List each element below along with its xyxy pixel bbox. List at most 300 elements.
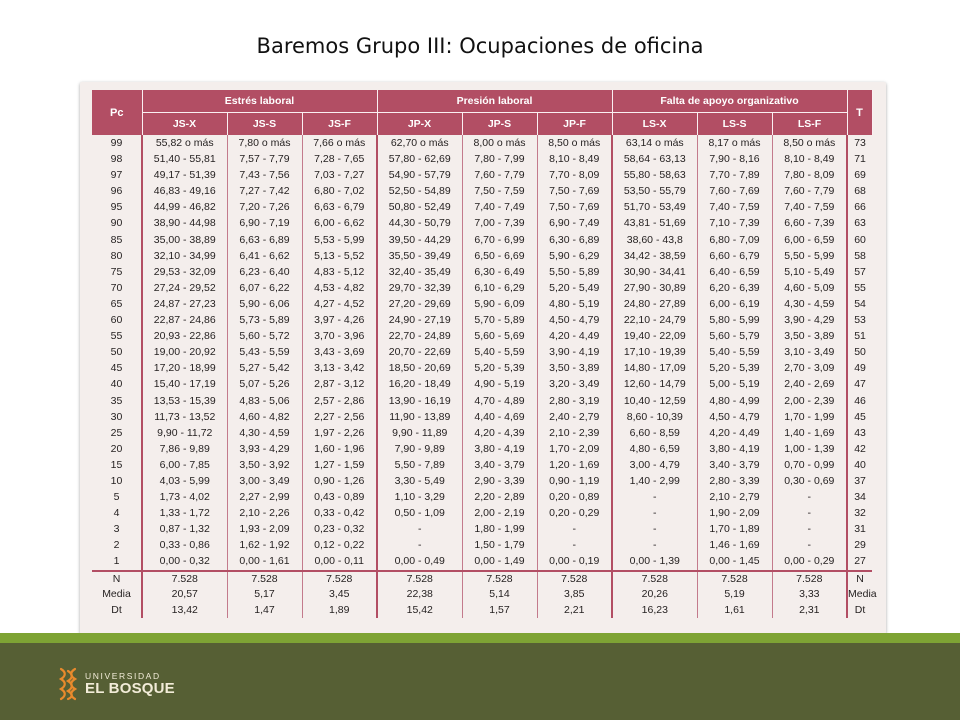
cell-ls-x: 24,80 - 27,89 [612,296,697,312]
cell-jp-f: 8,10 - 8,49 [537,151,612,167]
cell-ls-f: 0,00 - 0,29 [772,553,847,570]
cell-jp-f: 0,20 - 0,29 [537,505,612,521]
cell-js-s: 5,60 - 5,72 [227,328,302,344]
cell-jp-x: 5,50 - 7,89 [377,457,462,473]
cell-js-x: 35,00 - 38,89 [142,232,227,248]
row-t: 37 [847,473,872,489]
cell-ls-f: 2,40 - 2,69 [772,376,847,392]
table-body [92,135,872,571]
cell-jp-s: 7,40 - 7,49 [462,199,537,215]
subheader-ls-f: LS-F [772,113,847,136]
cell-js-s: 6,07 - 6,22 [227,280,302,296]
cell-ls-s: 4,80 - 4,99 [697,393,772,409]
cell-js-f: 3,70 - 3,96 [302,328,377,344]
row-t: 42 [847,441,872,457]
cell-js-f: 2,87 - 3,12 [302,376,377,392]
row-pc: 25 [92,425,142,441]
cell-js-s: 1,93 - 2,09 [227,521,302,537]
row-t: 47 [847,376,872,392]
subheader-js-f: JS-F [302,113,377,136]
cell-ls-s: 0,00 - 1,45 [697,553,772,570]
cell-ls-f: 4,30 - 4,59 [772,296,847,312]
cell-jp-x: 29,70 - 32,39 [377,280,462,296]
cell-jp-s: 4,20 - 4,39 [462,425,537,441]
cell-jp-f: 3,90 - 4,19 [537,344,612,360]
row-pc: 96 [92,183,142,199]
cell-ls-f: 6,00 - 6,59 [772,232,847,248]
cell-jp-s: 7,60 - 7,79 [462,167,537,183]
cell-ls-s: 7,40 - 7,59 [697,199,772,215]
table-row [92,409,872,425]
cell-jp-x: 1,10 - 3,29 [377,489,462,505]
cell-jp-s: 6,10 - 6,29 [462,280,537,296]
cell-js-f: 6,63 - 6,79 [302,199,377,215]
cell-js-f: 6,80 - 7,02 [302,183,377,199]
cell-js-f: 0,23 - 0,32 [302,521,377,537]
cell-ls-x: 8,60 - 10,39 [612,409,697,425]
cell-ls-s: 1,46 - 1,69 [697,537,772,553]
cell-ls-x: 16,23 [612,603,697,619]
cell-ls-s: 1,90 - 2,09 [697,505,772,521]
cell-ls-s: 1,61 [697,603,772,619]
row-t: 32 [847,505,872,521]
table-row [92,167,872,183]
cell-js-f: 2,27 - 2,56 [302,409,377,425]
summary-row [92,587,872,603]
cell-jp-f: 7.528 [537,571,612,588]
row-t: 57 [847,264,872,280]
cell-ls-x: 58,64 - 63,13 [612,151,697,167]
cell-js-x: 51,40 - 55,81 [142,151,227,167]
cell-js-f: 7,03 - 7,27 [302,167,377,183]
cell-js-s: 5,73 - 5,89 [227,312,302,328]
cell-jp-s: 3,80 - 4,19 [462,441,537,457]
cell-ls-s: 7,70 - 7,89 [697,167,772,183]
cell-ls-f: 8,10 - 8,49 [772,151,847,167]
row-pc: 50 [92,344,142,360]
cell-ls-s: 1,70 - 1,89 [697,521,772,537]
cell-ls-x: 10,40 - 12,59 [612,393,697,409]
cell-js-s: 7,43 - 7,56 [227,167,302,183]
cell-ls-x: 51,70 - 53,49 [612,199,697,215]
cell-jp-s: 4,90 - 5,19 [462,376,537,392]
cell-ls-f: 7,60 - 7,79 [772,183,847,199]
group-header-estres: Estrés laboral [142,90,377,113]
cell-js-x: 38,90 - 44,98 [142,215,227,231]
row-pc: 1 [92,553,142,570]
row-pc: 20 [92,441,142,457]
subheader-jp-s: JP-S [462,113,537,136]
cell-js-s: 5,90 - 6,06 [227,296,302,312]
cell-jp-f: 6,90 - 7,49 [537,215,612,231]
cell-ls-x: 22,10 - 24,79 [612,312,697,328]
cell-ls-x: 6,60 - 8,59 [612,425,697,441]
cell-jp-x: 3,30 - 5,49 [377,473,462,489]
row-pc: 99 [92,135,142,151]
table-row [92,473,872,489]
cell-jp-x: 22,70 - 24,89 [377,328,462,344]
subheader-jp-x: JP-X [377,113,462,136]
row-pc: 75 [92,264,142,280]
subheader-ls-s: LS-S [697,113,772,136]
table-row [92,264,872,280]
university-name: EL BOSQUE [85,680,175,697]
row-t: 69 [847,167,872,183]
cell-js-s: 4,83 - 5,06 [227,393,302,409]
cell-jp-x: 13,90 - 16,19 [377,393,462,409]
cell-ls-s: 7,60 - 7,69 [697,183,772,199]
table-row [92,151,872,167]
cell-jp-f: 4,50 - 4,79 [537,312,612,328]
table-row [92,505,872,521]
cell-jp-x: 7.528 [377,571,462,588]
row-stat-label: Media [92,587,142,603]
cell-ls-x: - [612,521,697,537]
row-pc: 65 [92,296,142,312]
cell-jp-x: 24,90 - 27,19 [377,312,462,328]
table-row [92,328,872,344]
cell-ls-s: 6,00 - 6,19 [697,296,772,312]
table-row [92,425,872,441]
row-t: 63 [847,215,872,231]
cell-js-x: 49,17 - 51,39 [142,167,227,183]
cell-jp-f: 0,20 - 0,89 [537,489,612,505]
cell-jp-x: 0,00 - 0,49 [377,553,462,570]
group-header-falta-apoyo: Falta de apoyo organizativo [612,90,847,113]
row-stat-label-right: Media [847,587,872,603]
cell-js-f: 7,28 - 7,65 [302,151,377,167]
cell-js-x: 0,87 - 1,32 [142,521,227,537]
row-t: 46 [847,393,872,409]
cell-ls-x: 30,90 - 34,41 [612,264,697,280]
cell-js-s: 6,23 - 6,40 [227,264,302,280]
row-t: 49 [847,360,872,376]
table-row [92,441,872,457]
cell-js-x: 15,40 - 17,19 [142,376,227,392]
cell-ls-s: 6,80 - 7,09 [697,232,772,248]
cell-js-f: 7.528 [302,571,377,588]
row-pc: 80 [92,248,142,264]
cell-ls-f: 3,90 - 4,29 [772,312,847,328]
cell-jp-x: 7,90 - 9,89 [377,441,462,457]
cell-ls-f: 3,33 [772,587,847,603]
cell-jp-s: 4,70 - 4,89 [462,393,537,409]
cell-ls-f: 3,50 - 3,89 [772,328,847,344]
cell-ls-f: - [772,521,847,537]
cell-js-x: 0,33 - 0,86 [142,537,227,553]
cell-jp-f: 3,85 [537,587,612,603]
cell-jp-x: 50,80 - 52,49 [377,199,462,215]
cell-jp-f: 3,50 - 3,89 [537,360,612,376]
cell-jp-s: 6,30 - 6,49 [462,264,537,280]
cell-js-x: 11,73 - 13,52 [142,409,227,425]
table-row [92,248,872,264]
cell-ls-f: 7.528 [772,571,847,588]
cell-jp-s: 2,20 - 2,89 [462,489,537,505]
cell-ls-f: 2,70 - 3,09 [772,360,847,376]
row-t: 66 [847,199,872,215]
table-row [92,232,872,248]
cell-jp-s: 7,00 - 7,39 [462,215,537,231]
row-pc: 35 [92,393,142,409]
cell-ls-s: 4,20 - 4,49 [697,425,772,441]
cell-js-s: 7,57 - 7,79 [227,151,302,167]
subheader-ls-x: LS-X [612,113,697,136]
cell-js-f: 2,57 - 2,86 [302,393,377,409]
row-stat-label-right: N [847,571,872,588]
cell-jp-s: 5,70 - 5,89 [462,312,537,328]
cell-ls-x: 34,42 - 38,59 [612,248,697,264]
cell-js-s: 3,00 - 3,49 [227,473,302,489]
cell-ls-s: 6,20 - 6,39 [697,280,772,296]
cell-js-f: 0,12 - 0,22 [302,537,377,553]
table-row [92,280,872,296]
cell-jp-f: 0,00 - 0,19 [537,553,612,570]
cell-js-s: 2,10 - 2,26 [227,505,302,521]
cell-js-s: 7,20 - 7,26 [227,199,302,215]
cell-ls-f: 1,00 - 1,39 [772,441,847,457]
table-row [92,312,872,328]
cell-jp-x: 35,50 - 39,49 [377,248,462,264]
cell-js-x: 55,82 o más [142,135,227,151]
cell-js-x: 29,53 - 32,09 [142,264,227,280]
table-row [92,537,872,553]
cell-jp-s: 5,14 [462,587,537,603]
cell-ls-x: 19,40 - 22,09 [612,328,697,344]
cell-js-f: 3,97 - 4,26 [302,312,377,328]
university-label: UNIVERSIDAD [85,671,161,681]
cell-js-s: 7,80 o más [227,135,302,151]
t-header: T [847,90,872,135]
cell-js-f: 4,53 - 4,82 [302,280,377,296]
cell-jp-x: 39,50 - 44,29 [377,232,462,248]
subheader-jp-f: JP-F [537,113,612,136]
row-pc: 45 [92,360,142,376]
row-pc: 98 [92,151,142,167]
cell-ls-x: 53,50 - 55,79 [612,183,697,199]
cell-ls-f: - [772,505,847,521]
cell-jp-x: 22,38 [377,587,462,603]
cell-js-x: 19,00 - 20,92 [142,344,227,360]
cell-jp-x: 62,70 o más [377,135,462,151]
cell-jp-f: 6,30 - 6,89 [537,232,612,248]
row-t: 34 [847,489,872,505]
cell-js-f: 0,90 - 1,26 [302,473,377,489]
cell-jp-f: 4,80 - 5,19 [537,296,612,312]
row-t: 73 [847,135,872,151]
cell-jp-s: 7,80 - 7,99 [462,151,537,167]
cell-js-x: 20,57 [142,587,227,603]
cell-js-s: 0,00 - 1,61 [227,553,302,570]
cell-ls-f: 2,00 - 2,39 [772,393,847,409]
cell-jp-x: 57,80 - 62,69 [377,151,462,167]
accent-stripe [0,633,960,643]
cell-jp-s: 1,80 - 1,99 [462,521,537,537]
row-pc: 15 [92,457,142,473]
row-pc: 55 [92,328,142,344]
row-pc: 85 [92,232,142,248]
group-header-presion: Presión laboral [377,90,612,113]
cell-js-f: 0,33 - 0,42 [302,505,377,521]
cell-js-f: 3,43 - 3,69 [302,344,377,360]
cell-ls-x: 43,81 - 51,69 [612,215,697,231]
cell-js-s: 7.528 [227,571,302,588]
cell-jp-f: 2,21 [537,603,612,619]
cell-ls-x: 38,60 - 43,8 [612,232,697,248]
cell-jp-f: 5,20 - 5,49 [537,280,612,296]
row-pc: 30 [92,409,142,425]
table-row [92,296,872,312]
row-t: 68 [847,183,872,199]
cell-js-s: 1,62 - 1,92 [227,537,302,553]
cell-ls-s: 4,50 - 4,79 [697,409,772,425]
table-row [92,199,872,215]
cell-ls-f: 0,70 - 0,99 [772,457,847,473]
cell-js-s: 7,27 - 7,42 [227,183,302,199]
cell-js-f: 3,13 - 3,42 [302,360,377,376]
cell-jp-f: 4,20 - 4,49 [537,328,612,344]
cell-ls-f: - [772,537,847,553]
cell-js-x: 13,42 [142,603,227,619]
table-row [92,489,872,505]
cell-jp-x: 32,40 - 35,49 [377,264,462,280]
row-pc: 60 [92,312,142,328]
cell-jp-s: 0,00 - 1,49 [462,553,537,570]
cell-js-f: 0,43 - 0,89 [302,489,377,505]
cell-ls-s: 5,00 - 5,19 [697,376,772,392]
table-row [92,457,872,473]
cell-js-f: 5,53 - 5,99 [302,232,377,248]
cell-ls-s: 7,10 - 7,39 [697,215,772,231]
cell-js-s: 5,07 - 5,26 [227,376,302,392]
row-t: 55 [847,280,872,296]
row-t: 40 [847,457,872,473]
cell-ls-f: 6,60 - 7,39 [772,215,847,231]
cell-jp-s: 1,50 - 1,79 [462,537,537,553]
cell-jp-s: 5,60 - 5,69 [462,328,537,344]
cell-js-x: 44,99 - 46,82 [142,199,227,215]
cell-jp-x: 54,90 - 57,79 [377,167,462,183]
cell-jp-f: 0,90 - 1,19 [537,473,612,489]
cell-ls-f: 2,31 [772,603,847,619]
row-t: 58 [847,248,872,264]
cell-ls-f: 8,50 o más [772,135,847,151]
row-t: 45 [847,409,872,425]
cell-jp-x: - [377,537,462,553]
cell-ls-f: 5,50 - 5,99 [772,248,847,264]
cell-jp-s: 2,90 - 3,39 [462,473,537,489]
row-pc: 70 [92,280,142,296]
cell-ls-x: 63,14 o más [612,135,697,151]
cell-jp-f: - [537,537,612,553]
cell-ls-x: 20,26 [612,587,697,603]
subheader-js-s: JS-S [227,113,302,136]
row-pc: 4 [92,505,142,521]
cell-jp-f: 2,40 - 2,79 [537,409,612,425]
cell-jp-f: 8,50 o más [537,135,612,151]
cell-js-x: 17,20 - 18,99 [142,360,227,376]
table-row [92,135,872,151]
cell-js-f: 1,60 - 1,96 [302,441,377,457]
cell-ls-x: - [612,537,697,553]
cell-jp-s: 5,20 - 5,39 [462,360,537,376]
slide-title: Baremos Grupo III: Ocupaciones de oficina [256,34,704,58]
cell-js-s: 4,60 - 4,82 [227,409,302,425]
cell-jp-f: 7,70 - 8,09 [537,167,612,183]
cell-jp-s: 7.528 [462,571,537,588]
cell-js-x: 27,24 - 29,52 [142,280,227,296]
cell-ls-x: 14,80 - 17,09 [612,360,697,376]
cell-js-s: 3,50 - 3,92 [227,457,302,473]
cell-jp-x: - [377,521,462,537]
cell-ls-x: 0,00 - 1,39 [612,553,697,570]
pc-header: Pc [92,90,142,135]
cell-js-x: 24,87 - 27,23 [142,296,227,312]
cell-js-x: 46,83 - 49,16 [142,183,227,199]
cell-ls-s: 5,40 - 5,59 [697,344,772,360]
table-footer [92,571,877,619]
cell-jp-f: 1,20 - 1,69 [537,457,612,473]
cell-js-x: 22,87 - 24,86 [142,312,227,328]
cell-jp-f: 5,50 - 5,89 [537,264,612,280]
cell-ls-f: 7,80 - 8,09 [772,167,847,183]
row-t: 71 [847,151,872,167]
summary-row [92,571,872,588]
table-row [92,521,872,537]
cell-ls-s: 5,20 - 5,39 [697,360,772,376]
cell-ls-x: 55,80 - 58,63 [612,167,697,183]
cell-jp-f: 5,90 - 6,29 [537,248,612,264]
cell-js-s: 6,63 - 6,89 [227,232,302,248]
cell-jp-s: 3,40 - 3,79 [462,457,537,473]
cell-ls-x: 1,40 - 2,99 [612,473,697,489]
cell-ls-f: 1,70 - 1,99 [772,409,847,425]
cell-ls-x: 12,60 - 14,79 [612,376,697,392]
cell-ls-x: - [612,505,697,521]
row-pc: 2 [92,537,142,553]
cell-js-x: 7,86 - 9,89 [142,441,227,457]
cell-ls-x: 7.528 [612,571,697,588]
cell-js-f: 1,97 - 2,26 [302,425,377,441]
cell-jp-s: 4,40 - 4,69 [462,409,537,425]
cell-jp-s: 5,90 - 6,09 [462,296,537,312]
cell-ls-s: 5,80 - 5,99 [697,312,772,328]
row-t: 43 [847,425,872,441]
row-t: 53 [847,312,872,328]
cell-jp-f: - [537,521,612,537]
row-t: 51 [847,328,872,344]
cell-js-s: 6,90 - 7,19 [227,215,302,231]
table-row [92,183,872,199]
cell-jp-x: 52,50 - 54,89 [377,183,462,199]
row-pc: 3 [92,521,142,537]
cell-ls-x: 27,90 - 30,89 [612,280,697,296]
row-t: 27 [847,553,872,570]
cell-ls-x: - [612,489,697,505]
table-row [92,393,872,409]
cell-js-x: 20,93 - 22,86 [142,328,227,344]
cell-js-x: 1,33 - 1,72 [142,505,227,521]
cell-jp-f: 3,20 - 3,49 [537,376,612,392]
cell-js-f: 5,13 - 5,52 [302,248,377,264]
baremos-table [92,90,877,618]
cell-jp-x: 44,30 - 50,79 [377,215,462,231]
cell-ls-s: 6,40 - 6,59 [697,264,772,280]
cell-js-f: 4,83 - 5,12 [302,264,377,280]
cell-js-s: 5,27 - 5,42 [227,360,302,376]
cell-js-f: 3,45 [302,587,377,603]
cell-jp-s: 6,70 - 6,99 [462,232,537,248]
